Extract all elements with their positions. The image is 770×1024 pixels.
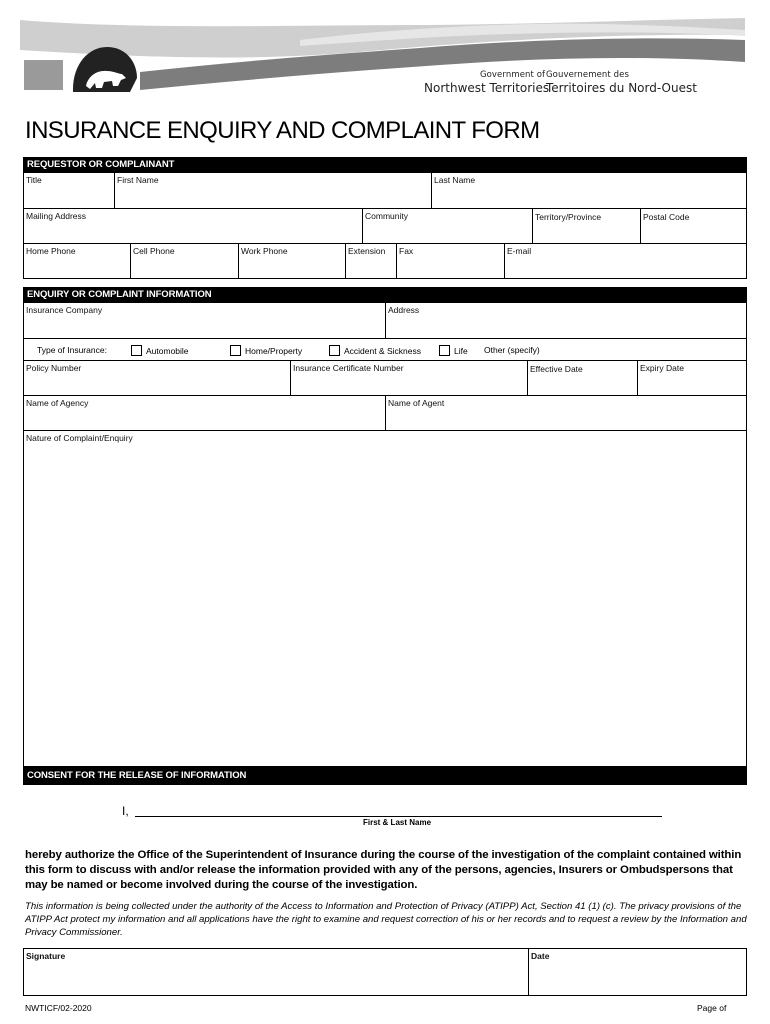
gov-en-big: Northwest Territories bbox=[424, 81, 550, 95]
insurance-form bbox=[23, 157, 747, 785]
insurance-type-row bbox=[23, 339, 747, 361]
extension-label: Extension bbox=[348, 246, 386, 256]
gov-en-small: Government of bbox=[479, 70, 546, 80]
life-checkbox[interactable] bbox=[439, 345, 450, 356]
privacy-text: This information is being collected under the authority of the Access to Information and Protection of Privacy (ATIPP) Act, Section 41 (1) (c). The privacy provisions of the ATIPP Act protect my information and all applications have the right to examine and request correction of his or her records and to request a review by the Information and Privacy Commissioner. bbox=[25, 901, 747, 938]
certificate-number-field[interactable] bbox=[290, 361, 527, 395]
mailing-address-label: Mailing Address bbox=[26, 211, 87, 221]
home-property-option[interactable] bbox=[230, 345, 302, 356]
gov-french bbox=[546, 70, 697, 95]
company-row bbox=[23, 303, 747, 339]
home-phone-label: Home Phone bbox=[26, 246, 76, 256]
agent-field[interactable] bbox=[385, 396, 746, 430]
accident-sickness-option[interactable] bbox=[329, 345, 421, 356]
policy-row bbox=[23, 361, 747, 396]
insurance-type-label: Type of Insurance: bbox=[37, 345, 107, 355]
cell-phone-label: Cell Phone bbox=[133, 246, 175, 256]
enquiry-heading: ENQUIRY OR COMPLAINT INFORMATION bbox=[23, 287, 747, 303]
home-property-label: Home/Property bbox=[245, 345, 303, 356]
nature-field[interactable] bbox=[23, 431, 747, 767]
other-label: Other (specify) bbox=[484, 345, 540, 355]
agency-label: Name of Agency bbox=[26, 398, 89, 408]
effective-date-field[interactable] bbox=[527, 361, 637, 395]
requestor-heading: REQUESTOR OR COMPLAINANT bbox=[23, 157, 747, 173]
signature-field[interactable] bbox=[24, 949, 528, 995]
home-phone-field[interactable] bbox=[24, 244, 130, 278]
insurance-company-field[interactable] bbox=[24, 303, 385, 338]
certificate-number-label: Insurance Certificate Number bbox=[293, 363, 404, 373]
fax-field[interactable] bbox=[396, 244, 504, 278]
expiry-date-label: Expiry Date bbox=[640, 363, 684, 373]
consent-name-line[interactable] bbox=[135, 816, 662, 817]
postal-code-label: Postal Code bbox=[643, 212, 690, 222]
policy-number-field[interactable] bbox=[24, 361, 290, 395]
territory-label: Territory/Province bbox=[535, 212, 602, 222]
insurance-company-label: Insurance Company bbox=[26, 305, 103, 315]
life-label: Life bbox=[454, 345, 468, 356]
page-number: Page of bbox=[697, 1003, 727, 1013]
accident-sickness-checkbox[interactable] bbox=[329, 345, 340, 356]
community-field[interactable] bbox=[362, 209, 532, 243]
agency-field[interactable] bbox=[24, 396, 385, 430]
extension-field[interactable] bbox=[345, 244, 396, 278]
accident-sickness-label: Accident & Sickness bbox=[344, 345, 422, 356]
email-label: E-mail bbox=[507, 246, 532, 256]
address-row bbox=[23, 209, 747, 244]
date-field[interactable] bbox=[528, 949, 746, 995]
phone-row bbox=[23, 244, 747, 279]
grey-block bbox=[24, 60, 63, 90]
territory-field[interactable] bbox=[532, 209, 640, 243]
consent-i: I, bbox=[122, 804, 129, 818]
email-field[interactable] bbox=[504, 244, 746, 278]
consent-heading: CONSENT FOR THE RELEASE OF INFORMATION bbox=[23, 767, 747, 785]
name-row bbox=[23, 173, 747, 209]
work-phone-field[interactable] bbox=[238, 244, 345, 278]
page-title: INSURANCE ENQUIRY AND COMPLAINT FORM bbox=[25, 117, 540, 144]
automobile-option[interactable] bbox=[131, 345, 189, 356]
first-name-label: First Name bbox=[117, 175, 159, 185]
form-code: NWTICF/02-2020 bbox=[25, 1003, 92, 1013]
mailing-address-field[interactable] bbox=[24, 209, 362, 243]
signature-box bbox=[23, 948, 747, 996]
community-label: Community bbox=[365, 211, 408, 221]
authorization-text: hereby authorize the Office of the Superintendent of Insurance during the course of the investigation of the complaint contained within this form to discuss with and/or release the information provided with any of the persons, agencies, Insurers or Ombudspersons that may be named or become involved during the course of the investigation. bbox=[25, 849, 742, 891]
home-property-checkbox[interactable] bbox=[230, 345, 241, 356]
date-label: Date bbox=[531, 951, 550, 961]
automobile-checkbox[interactable] bbox=[131, 345, 142, 356]
postal-code-field[interactable] bbox=[640, 209, 746, 243]
other-specify-field[interactable] bbox=[484, 345, 540, 355]
last-name-field[interactable] bbox=[431, 173, 746, 208]
last-name-label: Last Name bbox=[434, 175, 476, 185]
gov-fr-big: Territoires du Nord-Ouest bbox=[546, 81, 697, 95]
agency-row bbox=[23, 396, 747, 431]
expiry-date-field[interactable] bbox=[637, 361, 746, 395]
first-name-field[interactable] bbox=[114, 173, 431, 208]
agent-label: Name of Agent bbox=[388, 398, 445, 408]
consent-name-caption: First & Last Name bbox=[363, 818, 432, 827]
cell-phone-field[interactable] bbox=[130, 244, 238, 278]
company-address-field[interactable] bbox=[385, 303, 746, 338]
life-option[interactable] bbox=[439, 345, 468, 356]
work-phone-label: Work Phone bbox=[241, 246, 288, 256]
nature-label: Nature of Complaint/Enquiry bbox=[26, 433, 133, 443]
signature-label: Signature bbox=[26, 951, 66, 961]
gov-english bbox=[424, 70, 549, 95]
fax-label: Fax bbox=[399, 246, 414, 256]
title-field[interactable] bbox=[24, 173, 114, 208]
policy-number-label: Policy Number bbox=[26, 363, 82, 373]
gov-fr-small: Gouvernement des bbox=[546, 70, 629, 80]
effective-date-label: Effective Date bbox=[530, 364, 583, 374]
company-address-label: Address bbox=[388, 305, 420, 315]
automobile-label: Automobile bbox=[146, 345, 189, 356]
title-label: Title bbox=[26, 175, 42, 185]
